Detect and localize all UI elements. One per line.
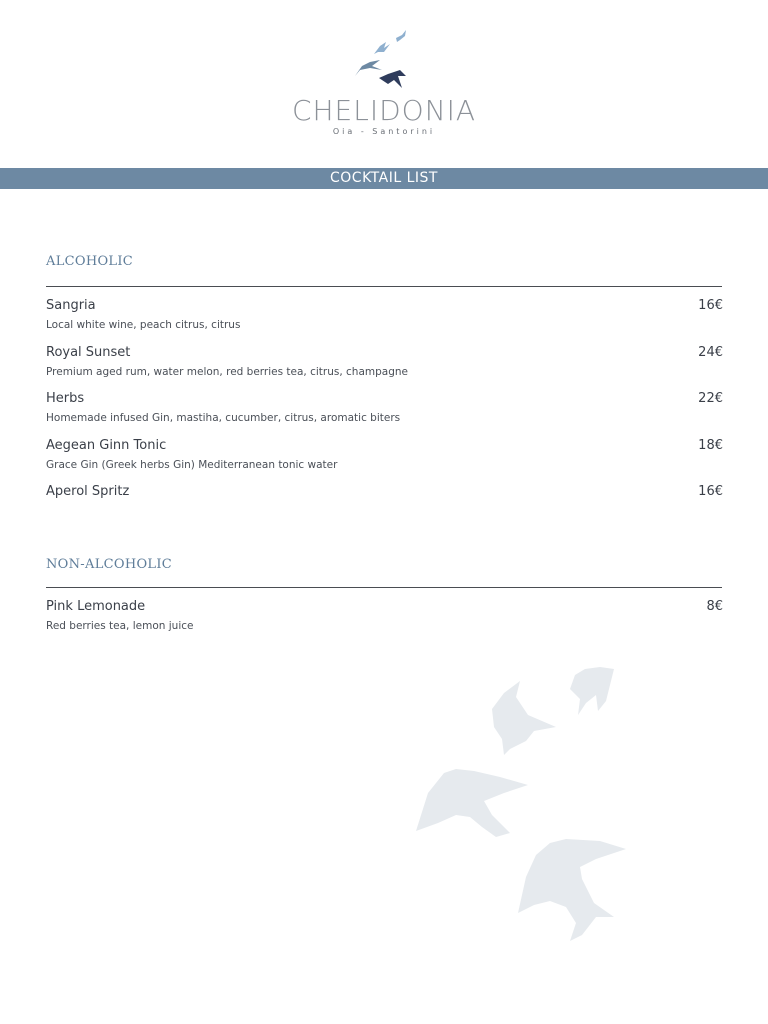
item-name: Aperol Spritz — [46, 484, 130, 499]
item-description: Homemade infused Gin, mastiha, cucumber, citrus, aromatic biters — [46, 412, 401, 424]
item-name: Aegean Ginn Tonic — [46, 437, 167, 453]
item-name: Herbs — [46, 391, 85, 406]
item-description: Local white wine, peach citrus, citrus — [46, 319, 241, 331]
item-price: 16€ — [698, 298, 723, 313]
swallows-watermark-icon — [400, 655, 640, 955]
section-title: NON-ALCOHOLIC — [46, 557, 173, 572]
item-price: 16€ — [698, 484, 723, 499]
item-price: 18€ — [698, 437, 723, 453]
brand-location: Oia - Santorini — [332, 127, 436, 136]
menu-item — [46, 391, 723, 438]
item-name: Pink Lemonade — [46, 599, 146, 614]
item-price: 8€ — [706, 599, 723, 614]
menu-item-list — [46, 599, 722, 646]
item-description: Grace Gin (Greek herbs Gin) Mediterranean tonic water — [46, 458, 338, 471]
item-price: 24€ — [698, 344, 723, 360]
menu-item — [46, 599, 723, 646]
item-price: 22€ — [698, 391, 723, 406]
menu-item — [46, 438, 723, 485]
item-name: Royal Sunset — [46, 344, 131, 360]
item-name: Sangria — [46, 298, 96, 313]
item-description: Red berries tea, lemon juice — [46, 620, 194, 632]
section-alcoholic — [46, 254, 722, 531]
item-description: Premium aged rum, water melon, red berries tea, citrus, champagne — [46, 365, 408, 378]
menu-item — [46, 484, 723, 531]
menu-item — [46, 298, 723, 345]
brand-logo — [0, 28, 768, 143]
section-title: ALCOHOLIC — [46, 254, 134, 269]
swallows-logo-icon — [348, 28, 420, 100]
section-divider — [46, 286, 722, 287]
section-non-alcoholic — [46, 557, 722, 646]
menu-item-list — [46, 298, 722, 531]
menu-item — [46, 345, 723, 392]
section-divider — [46, 587, 722, 588]
brand-name: CHELIDONIA — [291, 94, 477, 127]
cocktail-list-banner: COCKTAIL LIST — [0, 168, 768, 189]
